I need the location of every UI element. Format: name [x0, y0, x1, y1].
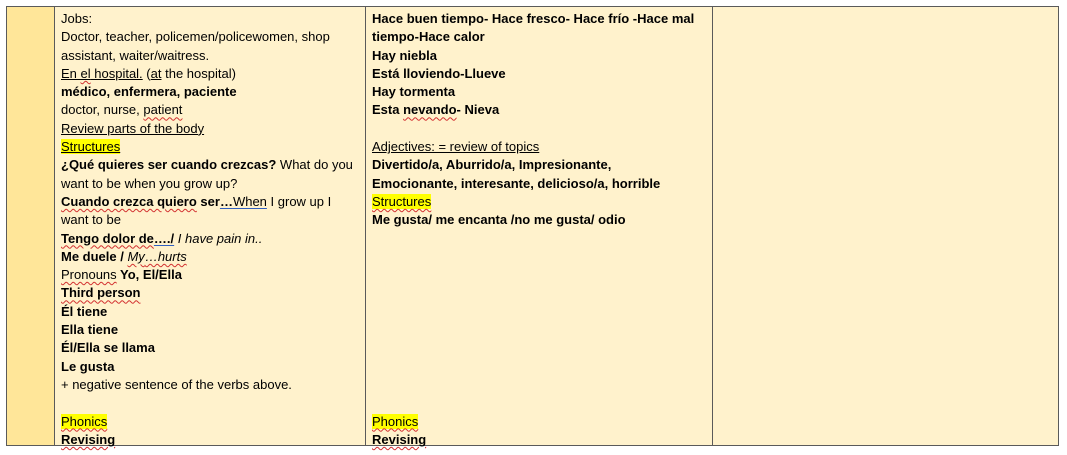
- answer-line: [61, 193, 359, 211]
- spacer: [372, 284, 706, 302]
- third-person: [61, 284, 359, 302]
- text: I grow up I: [266, 193, 332, 209]
- english-words: [61, 101, 359, 119]
- text: Third person: [61, 285, 141, 301]
- structures-heading: [372, 193, 706, 211]
- text: My: [127, 248, 145, 264]
- text: Me gusta/ me encanta /no me gusta/ odio: [372, 212, 626, 228]
- se-llama: [61, 339, 359, 357]
- text: Emocionante, interesante, delicioso/a, horrible: [372, 175, 661, 191]
- fog-line: [372, 47, 706, 65]
- text: What do you: [276, 157, 353, 173]
- table-cell-empty-left: [6, 6, 55, 446]
- revising: [372, 431, 706, 449]
- text: el: [80, 65, 91, 81]
- text: Divertido/a, Aburrido/a, Impresionante,: [372, 157, 612, 173]
- text: Él/Ella se llama: [61, 340, 155, 356]
- text: Cuando crezca quiero: [61, 193, 197, 209]
- text: …hurts: [144, 248, 187, 264]
- text: médico, enfermera, paciente: [61, 84, 237, 100]
- text: nevando: [403, 102, 457, 118]
- text: - Nieva: [456, 102, 500, 118]
- text: I have pain in..: [174, 230, 263, 246]
- adjectives-heading: [372, 138, 706, 156]
- text: Revising: [372, 431, 427, 447]
- review-body: [61, 120, 359, 138]
- text: When: [232, 193, 267, 209]
- snow-line: [372, 101, 706, 119]
- text: Le gusta: [61, 358, 115, 374]
- likes-line: [372, 211, 706, 229]
- phonics-heading: [372, 413, 706, 431]
- text: …: [219, 193, 233, 209]
- text: assistant, waiter/waitress.: [61, 47, 210, 63]
- text: Jobs:: [61, 11, 93, 26]
- text: Me duele /: [61, 248, 128, 264]
- question-line-cont: [61, 175, 359, 193]
- text: Hace buen tiempo- Hace fresco- Hace frío -Hace mal: [372, 11, 695, 26]
- text: Review parts of the body: [61, 120, 205, 136]
- spacer: [372, 303, 706, 321]
- spacer: [372, 321, 706, 339]
- text: Tengo dolor de: [61, 230, 154, 246]
- jobs-list: [61, 28, 359, 46]
- table-cell-jobs: [55, 6, 366, 446]
- text: tiempo-Hace calor: [372, 29, 485, 45]
- spacer: [372, 230, 706, 248]
- spacer: [372, 266, 706, 284]
- text: hospital.: [90, 65, 143, 81]
- spacer: [372, 120, 706, 138]
- text: ¿Qué quieres ser cuando crezcas?: [61, 157, 277, 173]
- text: …./: [153, 230, 175, 246]
- text: at: [150, 65, 162, 81]
- text: the hospital): [161, 65, 236, 81]
- text: doctor, nurse,: [61, 102, 144, 118]
- text: Yo, El/Ella: [116, 267, 182, 283]
- text: want to be: [61, 212, 121, 228]
- ella-tiene: [61, 321, 359, 339]
- pronouns-line: [61, 266, 359, 284]
- spanish-words: [61, 83, 359, 101]
- answer-line-cont: [61, 211, 359, 229]
- storm-line: [372, 83, 706, 101]
- spacer: [372, 376, 706, 394]
- jobs-list-cont: [61, 47, 359, 65]
- rain-line: [372, 65, 706, 83]
- adjectives-list: [372, 156, 706, 174]
- text: ser: [196, 193, 220, 209]
- text: Pronouns: [61, 267, 117, 283]
- text: (: [142, 65, 151, 81]
- table-cell-weather: [366, 6, 713, 446]
- spacer: [61, 394, 359, 412]
- revising: [61, 431, 359, 449]
- text: Esta: [372, 102, 404, 118]
- text: Hay tormenta: [372, 84, 456, 100]
- text: patient: [143, 102, 183, 118]
- hurts-line: [61, 248, 359, 266]
- question-line: [61, 156, 359, 174]
- jobs-heading: [61, 10, 359, 28]
- text: Structures: [372, 193, 432, 209]
- negative-note: [61, 376, 359, 394]
- el-tiene: [61, 303, 359, 321]
- text: Está lloviendo-Llueve: [372, 65, 506, 81]
- table-cell-empty-right: [713, 6, 1059, 446]
- weather-line: [372, 10, 706, 28]
- text: + negative sentence of the verbs above.: [61, 376, 292, 392]
- text: Revising: [61, 431, 116, 447]
- text: En: [61, 65, 81, 81]
- text: Adjectives: = review of topics: [372, 139, 540, 155]
- text: want to be when you grow up?: [61, 175, 238, 191]
- spacer: [372, 394, 706, 412]
- text: Structures: [61, 139, 121, 155]
- pain-line: [61, 230, 359, 248]
- text: Phonics: [372, 413, 419, 429]
- hospital-heading: [61, 65, 359, 83]
- text: Él tiene: [61, 303, 108, 319]
- text: Phonics: [61, 413, 108, 429]
- structures-heading: [61, 138, 359, 156]
- text: Ella tiene: [61, 322, 119, 338]
- spacer: [372, 339, 706, 357]
- text: Hay niebla: [372, 47, 438, 63]
- weather-line-cont: [372, 28, 706, 46]
- le-gusta: [61, 358, 359, 376]
- phonics-heading: [61, 413, 359, 431]
- text: Doctor, teacher, policemen/policewomen, shop: [61, 29, 330, 45]
- spacer: [372, 248, 706, 266]
- spacer: [372, 358, 706, 376]
- adjectives-list-cont: [372, 175, 706, 193]
